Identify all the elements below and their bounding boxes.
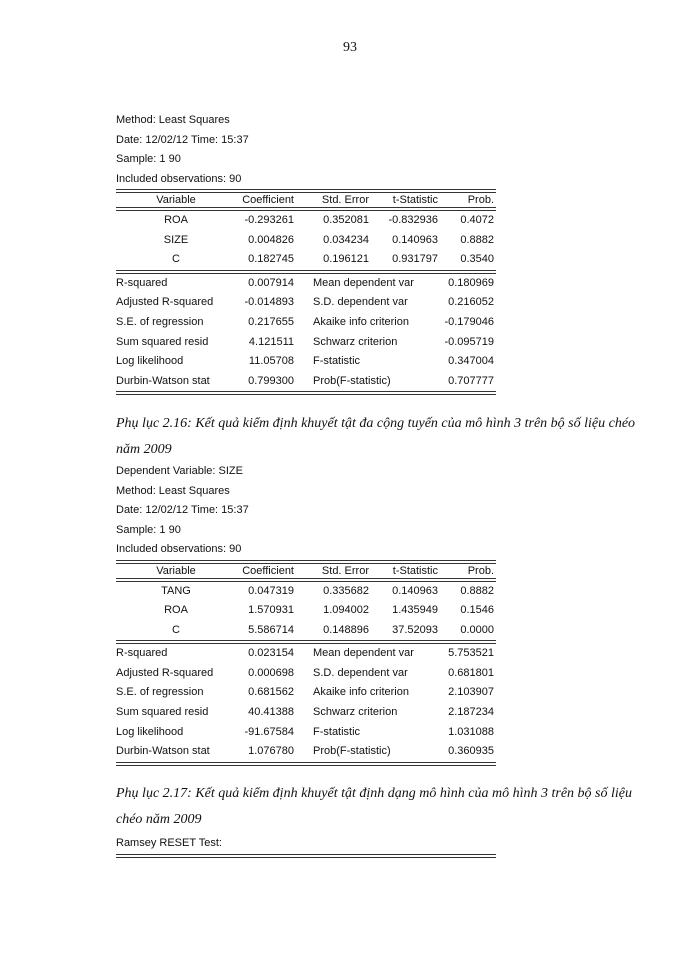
stat-label: Adjusted R-squared <box>116 666 214 679</box>
table-row <box>116 231 496 251</box>
header-t-statistic: t-Statistic <box>392 194 438 206</box>
stat-value: -0.179046 <box>444 315 494 328</box>
header-t-statistic: t-Statistic <box>392 564 438 577</box>
stat-label: Log likelihood <box>116 725 184 738</box>
stats-row <box>116 293 496 313</box>
header-coefficient: Coefficient <box>242 564 294 577</box>
cell-prob: 0.8882 <box>460 584 494 597</box>
reset-test-label: Ramsey RESET Test: <box>116 837 222 849</box>
stat-label: Prob(F-statistic) <box>313 745 391 758</box>
stat-value: 0.216052 <box>448 296 494 309</box>
table-header <box>116 564 496 578</box>
table-rule <box>116 854 496 858</box>
cell-std-error: 0.335682 <box>323 584 369 597</box>
stat-value: 0.180969 <box>448 276 494 289</box>
stats-row <box>116 274 496 294</box>
cell-std-error: 0.034234 <box>323 233 369 246</box>
stat-label: Durbin-Watson stat <box>116 374 210 387</box>
stats-row <box>116 313 496 333</box>
meta-date: Date: 12/02/12 Time: 15:37 <box>116 133 249 146</box>
header-variable: Variable <box>156 194 196 206</box>
cell-prob: 0.3540 <box>460 253 494 266</box>
cell-t-statistic: 0.140963 <box>392 233 438 246</box>
page-number: 93 <box>343 40 357 55</box>
stats-row <box>116 372 496 392</box>
table-header <box>116 193 496 207</box>
table-rule <box>116 391 496 395</box>
stat-value: 0.681801 <box>448 666 494 679</box>
cell-t-statistic: 37.52093 <box>392 623 438 636</box>
stat-value: 0.347004 <box>448 355 494 368</box>
stat-label: Adjusted R-squared <box>116 296 214 309</box>
cell-variable: SIZE <box>163 233 189 246</box>
stat-value: -0.014893 <box>244 296 294 309</box>
cell-coefficient: 0.182745 <box>248 253 294 266</box>
stat-label: Mean dependent var <box>313 276 414 289</box>
cell-variable: C <box>172 623 180 636</box>
caption-appendix-2-17: Phụ lục 2.17: Kết quả kiểm định khuyết tật định dạng mô hình của mô hình 3 trên bộ số liệu chéo năm 2009 <box>116 786 632 827</box>
cell-t-statistic: 0.140963 <box>392 584 438 597</box>
stat-value: 5.753521 <box>448 647 494 660</box>
header-prob: Prob. <box>467 194 494 206</box>
stat-value: 0.000698 <box>248 666 294 679</box>
stat-value: 0.707777 <box>448 374 494 387</box>
meta-method: Method: Least Squares <box>116 114 230 126</box>
stats-row <box>116 352 496 372</box>
stat-label: F-statistic <box>313 355 361 368</box>
stat-label: Durbin-Watson stat <box>116 745 210 758</box>
stat-value: 4.121511 <box>248 335 294 348</box>
header-coefficient: Coefficient <box>242 194 294 206</box>
stats-row <box>116 333 496 353</box>
cell-t-statistic: 0.931797 <box>392 253 438 266</box>
cell-std-error: 0.352081 <box>323 214 369 226</box>
stat-value: 0.217655 <box>248 315 294 328</box>
stat-label: R-squared <box>116 276 168 289</box>
cell-prob: 0.1546 <box>460 604 494 617</box>
stats-row <box>116 683 496 703</box>
stat-value: -91.67584 <box>244 725 294 738</box>
cell-coefficient: 5.586714 <box>248 623 294 636</box>
header-std-error: Std. Error <box>321 194 369 206</box>
cell-t-statistic: 1.435949 <box>392 604 438 617</box>
stat-value: 11.05708 <box>248 355 294 368</box>
table-row <box>116 582 496 602</box>
stat-label: Mean dependent var <box>313 647 414 660</box>
meta-dependent: Dependent Variable: SIZE <box>116 465 243 477</box>
stats-row <box>116 703 496 723</box>
stats-row <box>116 723 496 743</box>
stat-value: 2.187234 <box>448 706 494 719</box>
table-row <box>116 601 496 621</box>
table-row <box>116 211 496 231</box>
meta-sample: Sample: 1 90 <box>116 153 181 165</box>
caption-appendix-2-16: Phụ lục 2.16: Kết quả kiểm định khuyết tật đa cộng tuyến của mô hình 3 trên bộ số liệu chéo năm 2009 <box>116 416 636 457</box>
stat-label: Prob(F-statistic) <box>313 374 391 387</box>
stat-label: Schwarz criterion <box>313 706 398 719</box>
cell-prob: 0.4072 <box>460 214 494 226</box>
stat-value: 0.360935 <box>448 745 494 758</box>
meta-method: Method: Least Squares <box>116 484 230 497</box>
stat-label: F-statistic <box>313 725 361 738</box>
meta-observations: Included observations: 90 <box>116 172 242 185</box>
stat-label: Log likelihood <box>116 355 184 368</box>
cell-coefficient: 1.570931 <box>248 604 294 617</box>
cell-t-statistic: -0.832936 <box>388 214 438 226</box>
meta-observations: Included observations: 90 <box>116 543 242 555</box>
table-row <box>116 621 496 641</box>
cell-std-error: 0.196121 <box>323 253 369 266</box>
stat-value: 1.031088 <box>448 725 494 738</box>
cell-variable: ROA <box>164 604 188 617</box>
stat-label: Sum squared resid <box>116 335 209 348</box>
cell-coefficient: -0.293261 <box>244 214 294 226</box>
stat-value: 0.023154 <box>248 647 294 660</box>
cell-std-error: 0.148896 <box>323 623 369 636</box>
cell-variable: TANG <box>161 584 191 597</box>
stat-label: S.E. of regression <box>116 686 204 699</box>
stat-label: R-squared <box>116 647 168 660</box>
header-variable: Variable <box>156 564 196 577</box>
regression-output-1 <box>116 111 496 395</box>
stats-row <box>116 742 496 762</box>
table-rule <box>116 762 496 766</box>
stat-label: Sum squared resid <box>116 706 209 719</box>
cell-variable: C <box>172 253 180 266</box>
stat-label: S.D. dependent var <box>313 666 408 679</box>
meta-sample: Sample: 1 90 <box>116 523 181 536</box>
stat-label: Akaike info criterion <box>313 315 409 328</box>
stat-label: Schwarz criterion <box>313 335 398 348</box>
cell-coefficient: 0.047319 <box>248 584 294 597</box>
stat-value: 40.41388 <box>248 706 294 719</box>
header-std-error: Std. Error <box>321 564 369 577</box>
cell-coefficient: 0.004826 <box>248 233 294 246</box>
stats-row <box>116 664 496 684</box>
stat-value: 0.799300 <box>248 374 294 387</box>
cell-prob: 0.8882 <box>460 233 494 246</box>
table-row <box>116 250 496 270</box>
meta-date: Date: 12/02/12 Time: 15:37 <box>116 504 249 516</box>
cell-prob: 0.0000 <box>460 623 494 636</box>
stat-value: 2.103907 <box>448 686 494 699</box>
stat-value: 0.681562 <box>248 686 294 699</box>
cell-std-error: 1.094002 <box>323 604 369 617</box>
stat-label: Akaike info criterion <box>313 686 409 699</box>
cell-variable: ROA <box>164 214 188 226</box>
header-prob: Prob. <box>467 564 494 577</box>
stat-value: 0.007914 <box>248 276 294 289</box>
stat-label: S.E. of regression <box>116 315 204 328</box>
stat-value: 1.076780 <box>248 745 294 758</box>
regression-output-2 <box>116 462 496 766</box>
stat-value: -0.095719 <box>444 335 494 348</box>
reset-test-block <box>116 834 496 858</box>
stats-row <box>116 644 496 664</box>
stat-label: S.D. dependent var <box>313 296 408 309</box>
